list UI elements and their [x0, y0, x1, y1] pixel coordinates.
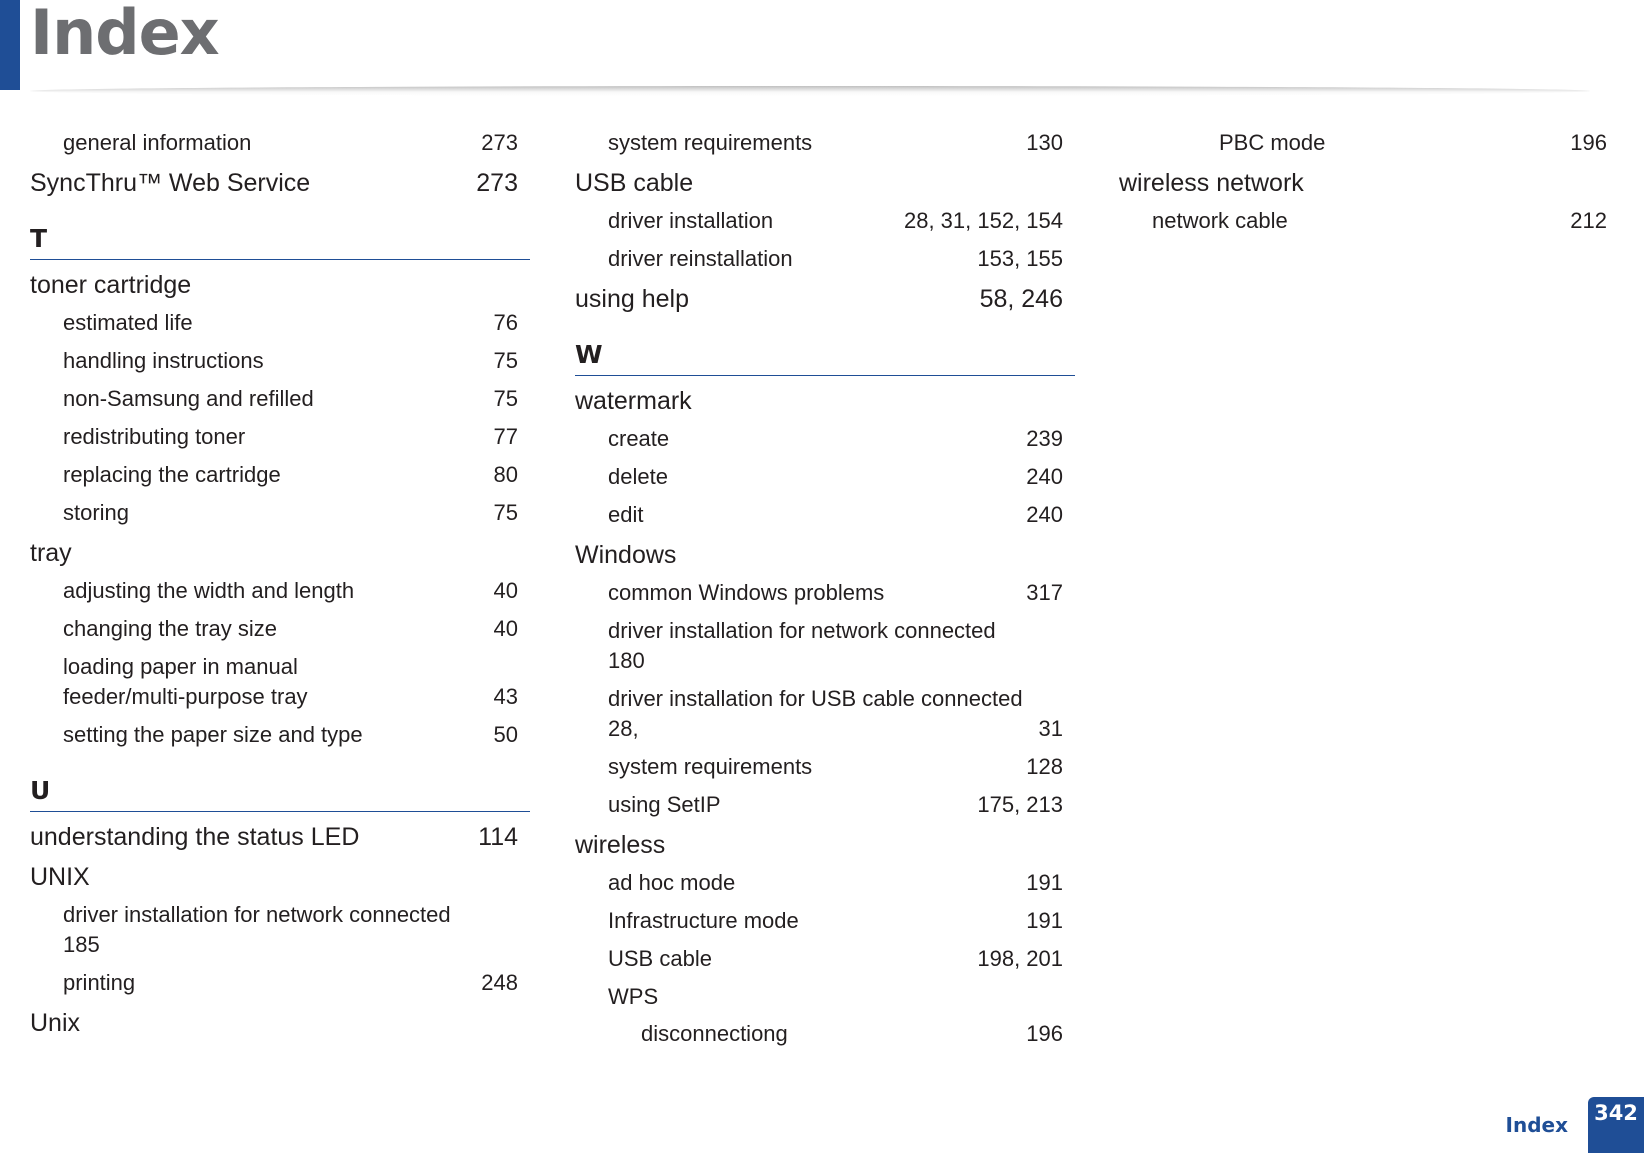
index-term: watermark	[575, 387, 692, 415]
index-term: ad hoc mode	[608, 870, 736, 895]
index-entry	[575, 540, 1075, 570]
index-term: changing the tray size	[63, 616, 278, 641]
index-column-3	[1119, 128, 1619, 236]
index-term-continued: feeder/multi-purpose tray	[63, 684, 308, 709]
index-term: storing	[63, 500, 130, 525]
index-page-ref[interactable]: 58, 246	[979, 285, 1063, 313]
index-page-ref[interactable]: 273	[476, 169, 518, 197]
index-entry	[30, 652, 530, 712]
index-term: setting the paper size and type	[63, 722, 363, 747]
index-entry	[30, 384, 530, 414]
index-term: handling instructions	[63, 348, 264, 373]
index-term: delete	[608, 464, 668, 489]
index-page-ref[interactable]: 248	[481, 970, 518, 995]
page-number-badge: 342	[1588, 1097, 1644, 1153]
index-term: USB cable	[575, 169, 694, 197]
index-entry	[575, 830, 1075, 860]
index-entry	[30, 308, 530, 338]
index-term: USB cable	[608, 946, 712, 971]
index-entry	[30, 1008, 530, 1038]
index-term: disconnectiong	[641, 1021, 788, 1046]
index-entry	[575, 424, 1075, 454]
index-term: using SetIP	[608, 792, 721, 817]
index-entry	[30, 862, 530, 892]
index-term: common Windows problems	[608, 580, 885, 605]
index-term: WPS	[608, 984, 659, 1009]
index-term: toner cartridge	[30, 271, 192, 299]
index-page-ref[interactable]: 40	[493, 578, 518, 603]
title-divider	[30, 86, 1590, 96]
index-entry	[575, 1019, 1075, 1049]
index-page-ref[interactable]: 175, 213	[977, 792, 1063, 817]
index-term: driver installation for USB cable connected	[608, 686, 1023, 711]
index-term: edit	[608, 502, 644, 527]
index-entry	[30, 460, 530, 490]
index-entry	[30, 968, 530, 998]
index-page-ref[interactable]: 191	[1026, 870, 1063, 895]
index-entry	[30, 346, 530, 376]
index-term: wireless	[575, 831, 666, 859]
index-term: SyncThru™ Web Service	[30, 169, 311, 197]
index-letter-heading: W	[575, 340, 1075, 376]
index-entry	[575, 790, 1075, 820]
index-entry	[575, 578, 1075, 608]
index-page-ref[interactable]: 212	[1570, 208, 1607, 233]
index-page-ref[interactable]: 317	[1026, 580, 1063, 605]
title-accent-bar	[0, 0, 20, 90]
index-page-ref[interactable]: 239	[1026, 426, 1063, 451]
index-page-ref[interactable]: 273	[481, 130, 518, 155]
index-term: redistributing toner	[63, 424, 246, 449]
index-page-ref[interactable]: 240	[1026, 502, 1063, 527]
page-title: Index	[30, 0, 219, 69]
index-page-ref[interactable]: 40	[493, 616, 518, 641]
index-term: driver installation for network connected	[608, 618, 996, 643]
index-entry	[30, 538, 530, 568]
index-page-ref[interactable]: 43	[493, 684, 518, 709]
index-term: Infrastructure mode	[608, 908, 799, 933]
index-page-ref[interactable]: 196	[1026, 1021, 1063, 1046]
index-entry	[575, 500, 1075, 530]
index-entry	[30, 614, 530, 644]
index-entry	[575, 906, 1075, 936]
index-entry	[575, 462, 1075, 492]
index-entry	[30, 720, 530, 750]
index-entry	[30, 498, 530, 528]
index-page-ref[interactable]: 75	[493, 386, 518, 411]
index-page-ref[interactable]: 191	[1026, 908, 1063, 933]
index-letter-heading: U	[30, 776, 530, 812]
index-term: replacing the cartridge	[63, 462, 281, 487]
index-term: Windows	[575, 541, 677, 569]
index-page-ref[interactable]: 75	[493, 500, 518, 525]
index-term: understanding the status LED	[30, 823, 360, 851]
index-page-ref[interactable]: 198, 201	[977, 946, 1063, 971]
index-entry	[1119, 206, 1619, 236]
index-entry	[575, 752, 1075, 782]
index-page-ref[interactable]: 153, 155	[977, 246, 1063, 271]
index-term: system requirements	[608, 754, 813, 779]
index-entry	[30, 576, 530, 606]
index-page-ref[interactable]: 114	[478, 823, 518, 851]
index-term-continued: 28,	[608, 716, 639, 741]
index-term: Unix	[30, 1009, 81, 1037]
index-page-ref[interactable]: 240	[1026, 464, 1063, 489]
index-entry	[30, 822, 530, 852]
index-term: tray	[30, 539, 72, 567]
index-entry	[30, 900, 530, 960]
footer-section-label: Index	[1505, 1113, 1568, 1137]
index-page-ref[interactable]: 77	[493, 424, 518, 449]
index-term: adjusting the width and length	[63, 578, 355, 603]
index-entry	[30, 270, 530, 300]
index-term: driver installation for network connected	[63, 902, 451, 927]
index-entry-continuation	[63, 682, 530, 712]
index-page-ref[interactable]: 75	[493, 348, 518, 373]
index-term: network cable	[1152, 208, 1288, 233]
index-page-ref[interactable]: 185	[63, 932, 100, 957]
index-term: wireless network	[1119, 169, 1304, 197]
index-page-ref[interactable]: 180	[608, 648, 645, 673]
index-page-ref[interactable]: 31	[1038, 716, 1063, 741]
index-term: general information	[63, 130, 252, 155]
index-term: estimated life	[63, 310, 193, 335]
index-letter-heading: T	[30, 224, 530, 260]
index-column-2	[575, 128, 1075, 1049]
index-page-ref[interactable]: 196	[1570, 130, 1607, 155]
index-column-1	[30, 128, 530, 1038]
index-term: UNIX	[30, 863, 90, 891]
index-term: system requirements	[608, 130, 813, 155]
index-page-ref[interactable]: 50	[493, 722, 518, 747]
index-term: printing	[63, 970, 136, 995]
index-term: PBC mode	[1219, 130, 1326, 155]
index-page-ref[interactable]: 128	[1026, 754, 1063, 779]
index-page-ref[interactable]: 28, 31, 152, 154	[903, 208, 1063, 233]
index-term: non-Samsung and refilled	[63, 386, 314, 411]
index-page-ref[interactable]: 76	[493, 310, 518, 335]
index-entry	[575, 982, 1075, 1012]
index-page-ref[interactable]: 130	[1026, 130, 1063, 155]
index-entry	[30, 128, 530, 158]
index-term: create	[608, 426, 670, 451]
index-page-ref[interactable]: 80	[493, 462, 518, 487]
index-entry	[1119, 128, 1619, 158]
index-entry	[575, 386, 1075, 416]
index-entry	[575, 206, 1075, 236]
index-entry	[1119, 168, 1619, 198]
index-entry	[575, 284, 1075, 314]
index-entry	[575, 944, 1075, 974]
index-entry	[575, 616, 1075, 676]
index-entry	[575, 128, 1075, 158]
index-entry	[575, 168, 1075, 198]
index-term: driver reinstallation	[608, 246, 793, 271]
index-entry	[30, 422, 530, 452]
index-entry-continuation	[608, 714, 1075, 744]
index-entry	[575, 868, 1075, 898]
index-term: driver installation	[608, 208, 774, 233]
index-term: loading paper in manual	[63, 654, 298, 679]
index-entry	[575, 684, 1075, 744]
index-entry	[30, 168, 530, 198]
index-entry	[575, 244, 1075, 274]
index-term: using help	[575, 285, 689, 313]
